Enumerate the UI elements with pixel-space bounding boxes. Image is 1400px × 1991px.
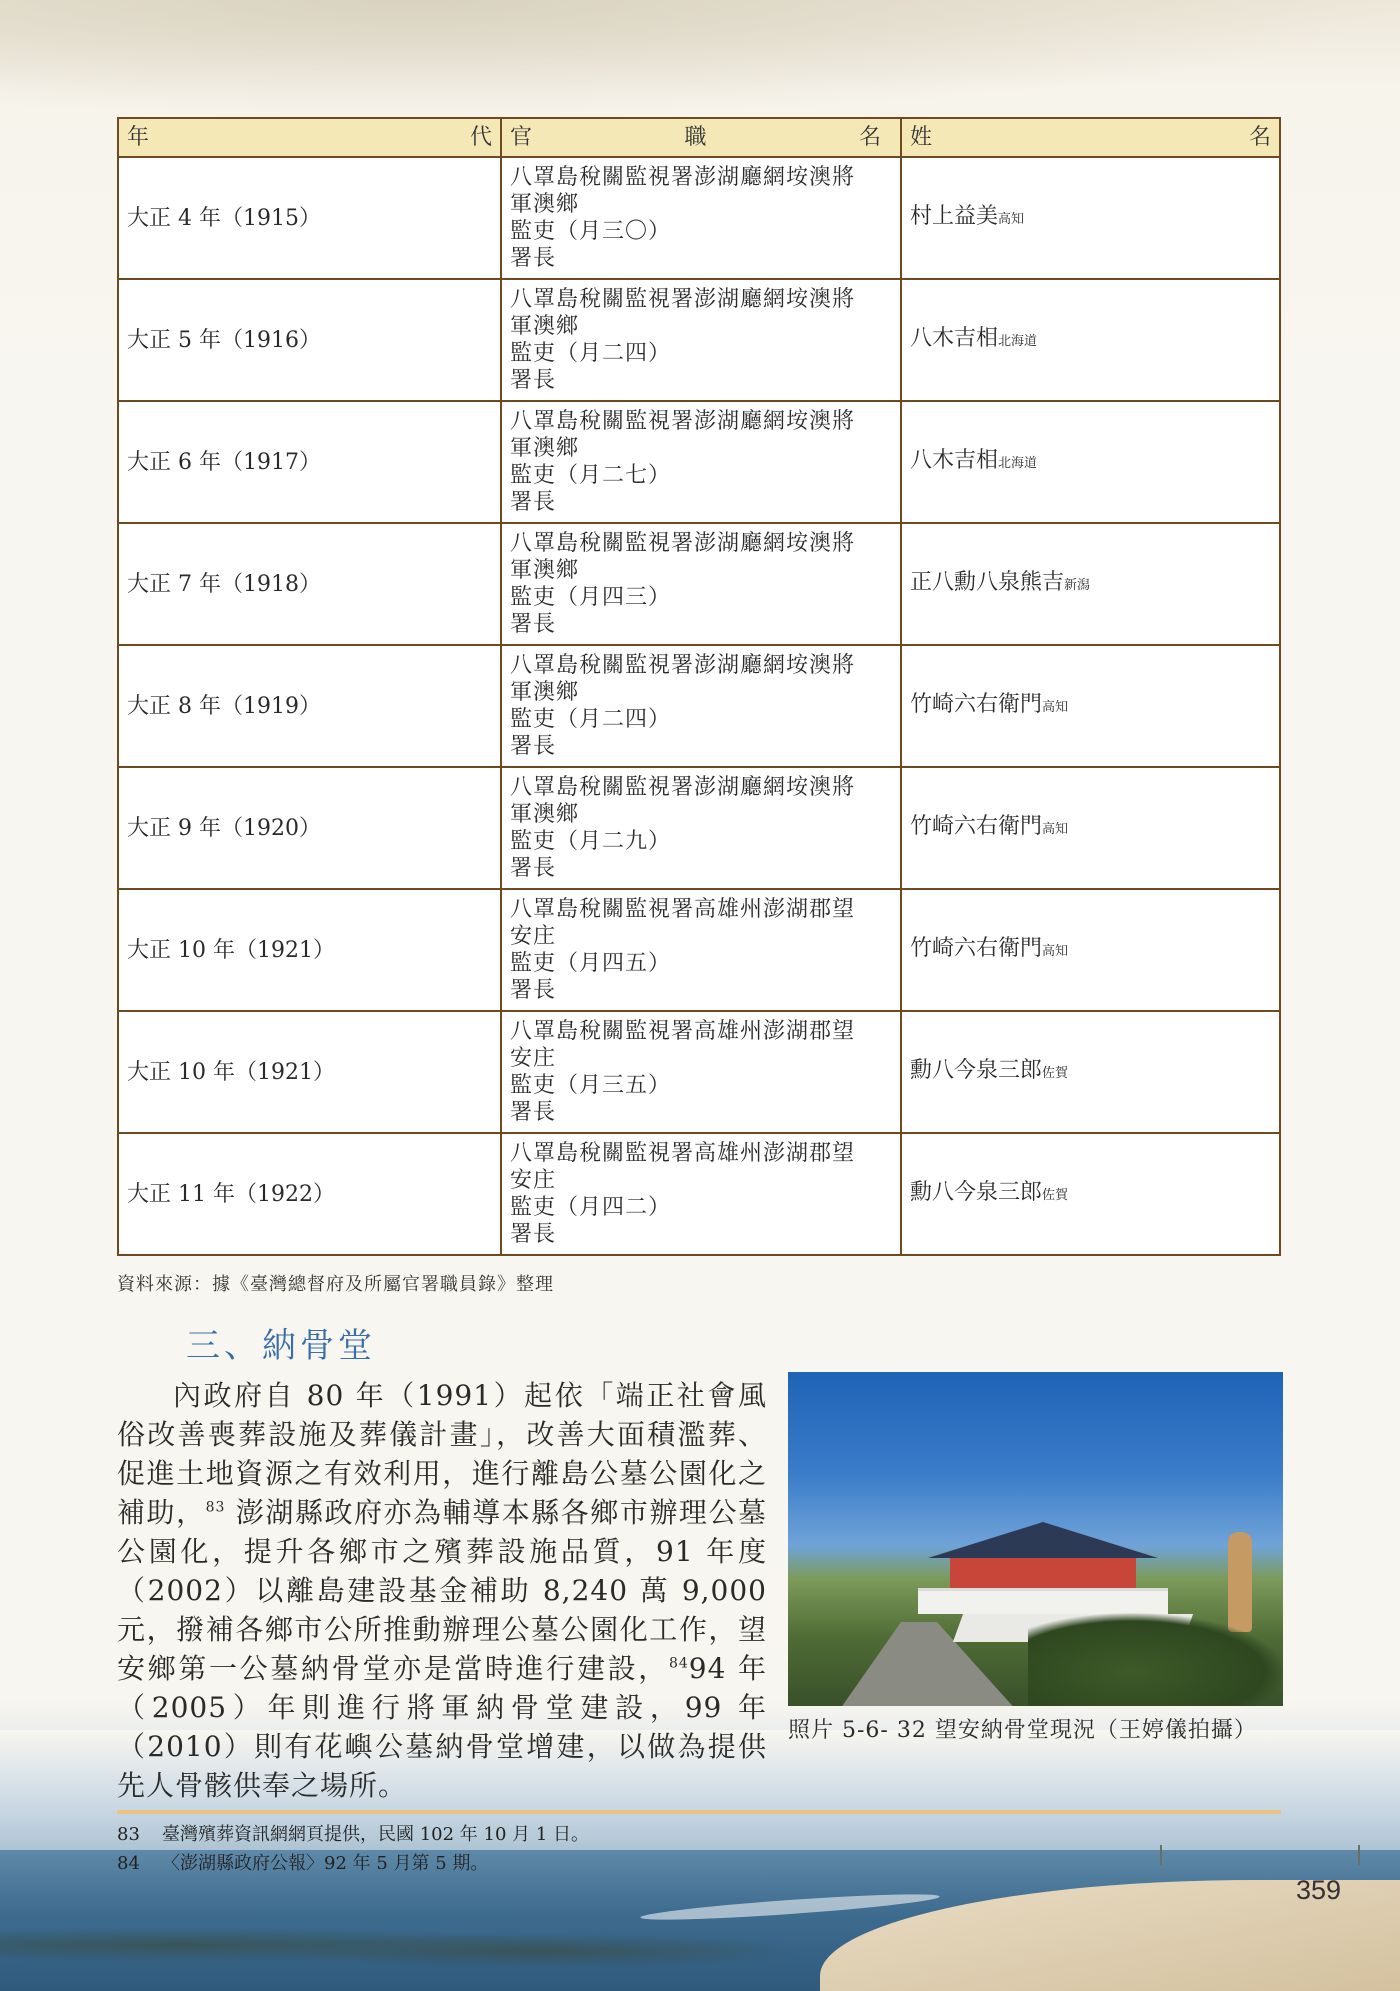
cell-name	[901, 889, 1280, 1011]
official-name: 村上益美	[910, 204, 999, 229]
cell-year: 大正 8 年（1919）	[118, 645, 501, 767]
footnote-item	[117, 1849, 589, 1878]
cell-year: 大正 10 年（1921）	[118, 1011, 501, 1133]
official-name: 八木吉相	[910, 448, 999, 473]
official-name: 竹崎六右衛門	[910, 814, 1043, 839]
footnote-number: 84	[117, 1853, 140, 1874]
office-line: 署長	[510, 1100, 557, 1125]
cell-name	[901, 279, 1280, 401]
official-origin: 新潟	[1064, 578, 1091, 593]
table-row	[118, 157, 1280, 279]
header-office-char-3: 名	[858, 125, 882, 150]
cell-year: 大正 11 年（1922）	[118, 1133, 501, 1255]
office-line: 署長	[510, 978, 557, 1003]
footnote-text: 臺灣殯葬資訊網網頁提供，民國 102 年 10 月 1 日。	[162, 1824, 590, 1845]
cell-year: 大正 4 年（1915）	[118, 157, 501, 279]
body-paragraph-text	[117, 1376, 767, 1805]
photo-terrace-upper	[918, 1588, 1168, 1614]
cell-office	[501, 157, 901, 279]
cell-office	[501, 1011, 901, 1133]
official-name: 八木吉相	[910, 326, 999, 351]
office-line: 監吏（月二四）	[510, 341, 672, 366]
office-line: 軍澳鄉	[510, 802, 580, 827]
office-line: 監吏（月四二）	[510, 1195, 672, 1220]
header-office	[501, 118, 901, 157]
body-text-part-1: 內政府自 80 年（1991）起依「端正社會風俗改善喪葬設施及葬儀計畫」，改善大面積濫葬、促進土地資源之有效利用，進行離島公墓公園化之補助，	[117, 1379, 767, 1529]
office-line: 監吏（月二九）	[510, 829, 672, 854]
office-line: 軍澳鄉	[510, 680, 580, 705]
cell-office	[501, 279, 901, 401]
office-line: 軍澳鄉	[510, 558, 580, 583]
office-line: 軍澳鄉	[510, 314, 580, 339]
seascape-poles	[1160, 1845, 1360, 1865]
officials-table	[117, 117, 1281, 1256]
office-line: 軍澳鄉	[510, 192, 580, 217]
footnote-item	[117, 1820, 589, 1849]
header-name	[901, 118, 1280, 157]
cell-office	[501, 889, 901, 1011]
official-origin: 高知	[1042, 944, 1069, 959]
table-row	[118, 401, 1280, 523]
footnotes	[117, 1820, 589, 1878]
table-row	[118, 889, 1280, 1011]
header-office-char-1: 官	[510, 125, 534, 150]
table-row	[118, 767, 1280, 889]
table-row	[118, 523, 1280, 645]
official-origin: 高知	[1042, 822, 1069, 837]
official-name: 竹崎六右衛門	[910, 936, 1043, 961]
office-line: 八罩島稅關監視署澎湖廳網垵澳將	[510, 775, 856, 800]
cell-year: 大正 6 年（1917）	[118, 401, 501, 523]
body-text-part-2: 澎湖縣政府亦為輔導本縣各鄉市辦理公墓公園化，提升各鄉市之殯葬設施品質，91 年度（2002）以離島建設基金補助 8,240 萬 9,000 元，撥補各鄉市公所推動辦理公墓公園化工作，望安鄉第一公墓納骨堂亦是當時進行建設，	[117, 1496, 767, 1685]
cell-office	[501, 401, 901, 523]
cell-name	[901, 1133, 1280, 1255]
office-line: 安庄	[510, 1046, 557, 1071]
cell-name	[901, 401, 1280, 523]
header-year-char-1: 年	[127, 125, 150, 150]
cell-year: 大正 7 年（1918）	[118, 523, 501, 645]
office-line: 軍澳鄉	[510, 436, 580, 461]
office-line: 八罩島稅關監視署澎湖廳網垵澳將	[510, 165, 856, 190]
office-line: 八罩島稅關監視署澎湖廳網垵澳將	[510, 409, 856, 434]
office-line: 署長	[510, 490, 557, 515]
footnote-text: 〈澎湖縣政府公報〉92 年 5 月第 5 期。	[162, 1853, 489, 1874]
official-origin: 北海道	[998, 456, 1038, 471]
source-note: 資料來源：據《臺灣總督府及所屬官署職員錄》整理	[117, 1274, 554, 1295]
office-line: 監吏（月二七）	[510, 463, 672, 488]
official-origin: 佐賀	[1042, 1066, 1069, 1081]
official-origin: 高知	[1042, 700, 1069, 715]
page-background-top	[0, 0, 1400, 120]
table-row	[118, 1133, 1280, 1255]
body-text-part-3: 94 年（2005）年則進行將軍納骨堂建設，99 年（2010）則有花嶼公墓納骨堂增建，以做為提供先人骨骸供奉之場所。	[117, 1652, 767, 1802]
official-name: 竹崎六右衛門	[910, 692, 1043, 717]
photo-caption: 照片 5-6- 32 望安納骨堂現況（王婷儀拍攝）	[788, 1718, 1257, 1743]
table-body	[118, 157, 1280, 1255]
photo-wall	[950, 1558, 1136, 1588]
photo-shrubs	[1028, 1612, 1283, 1706]
cell-year: 大正 9 年（1920）	[118, 767, 501, 889]
cell-name	[901, 1011, 1280, 1133]
header-year-char-2: 代	[469, 125, 492, 150]
ossuary-photo	[788, 1372, 1283, 1706]
office-line: 署長	[510, 734, 557, 759]
seascape-rocks	[0, 1915, 900, 1975]
section-title: 三、納骨堂	[186, 1326, 376, 1366]
footnote-divider	[117, 1810, 1281, 1814]
cell-name	[901, 767, 1280, 889]
header-year	[118, 118, 501, 157]
office-line: 安庄	[510, 924, 557, 949]
body-paragraph	[117, 1376, 767, 1805]
office-line: 監吏（月四五）	[510, 951, 672, 976]
table-row	[118, 645, 1280, 767]
official-name: 正八勳八泉熊吉	[910, 570, 1065, 595]
page-number: 359	[1296, 1875, 1342, 1905]
office-line: 八罩島稅關監視署高雄州澎湖郡望	[510, 1019, 856, 1044]
footnote-number: 83	[117, 1824, 140, 1845]
cell-name	[901, 157, 1280, 279]
office-line: 署長	[510, 368, 557, 393]
cell-office	[501, 1133, 901, 1255]
footnote-ref-84: 84	[668, 1655, 689, 1672]
table-row	[118, 279, 1280, 401]
office-line: 八罩島稅關監視署澎湖廳網垵澳將	[510, 287, 856, 312]
office-line: 監吏（月二四）	[510, 707, 672, 732]
official-origin: 高知	[998, 212, 1025, 227]
cell-office	[501, 767, 901, 889]
official-name: 勳八今泉三郎	[910, 1180, 1043, 1205]
office-line: 監吏（月四三）	[510, 585, 672, 610]
office-line: 八罩島稅關監視署澎湖廳網垵澳將	[510, 653, 856, 678]
header-name-char-1: 姓	[910, 125, 933, 150]
office-line: 署長	[510, 856, 557, 881]
office-line: 監吏（月三〇）	[510, 219, 672, 244]
office-line: 八罩島稅關監視署高雄州澎湖郡望	[510, 897, 856, 922]
office-line: 監吏（月三五）	[510, 1073, 672, 1098]
table-header-row	[118, 118, 1280, 157]
official-name: 勳八今泉三郎	[910, 1058, 1043, 1083]
table-row	[118, 1011, 1280, 1133]
header-office-char-2: 職	[684, 125, 708, 150]
cell-office	[501, 523, 901, 645]
office-line: 署長	[510, 612, 557, 637]
cell-name	[901, 645, 1280, 767]
photo-roof	[928, 1522, 1158, 1558]
office-line: 八罩島稅關監視署澎湖廳網垵澳將	[510, 531, 856, 556]
cell-office	[501, 645, 901, 767]
official-origin: 北海道	[998, 334, 1038, 349]
office-line: 八罩島稅關監視署高雄州澎湖郡望	[510, 1141, 856, 1166]
header-name-char-2: 名	[1248, 125, 1271, 150]
office-line: 署長	[510, 246, 557, 271]
office-line: 安庄	[510, 1168, 557, 1193]
cell-year: 大正 5 年（1916）	[118, 279, 501, 401]
office-line: 署長	[510, 1222, 557, 1247]
official-origin: 佐賀	[1042, 1188, 1069, 1203]
cell-year: 大正 10 年（1921）	[118, 889, 501, 1011]
footnote-ref-83: 83	[205, 1499, 226, 1516]
cell-name	[901, 523, 1280, 645]
